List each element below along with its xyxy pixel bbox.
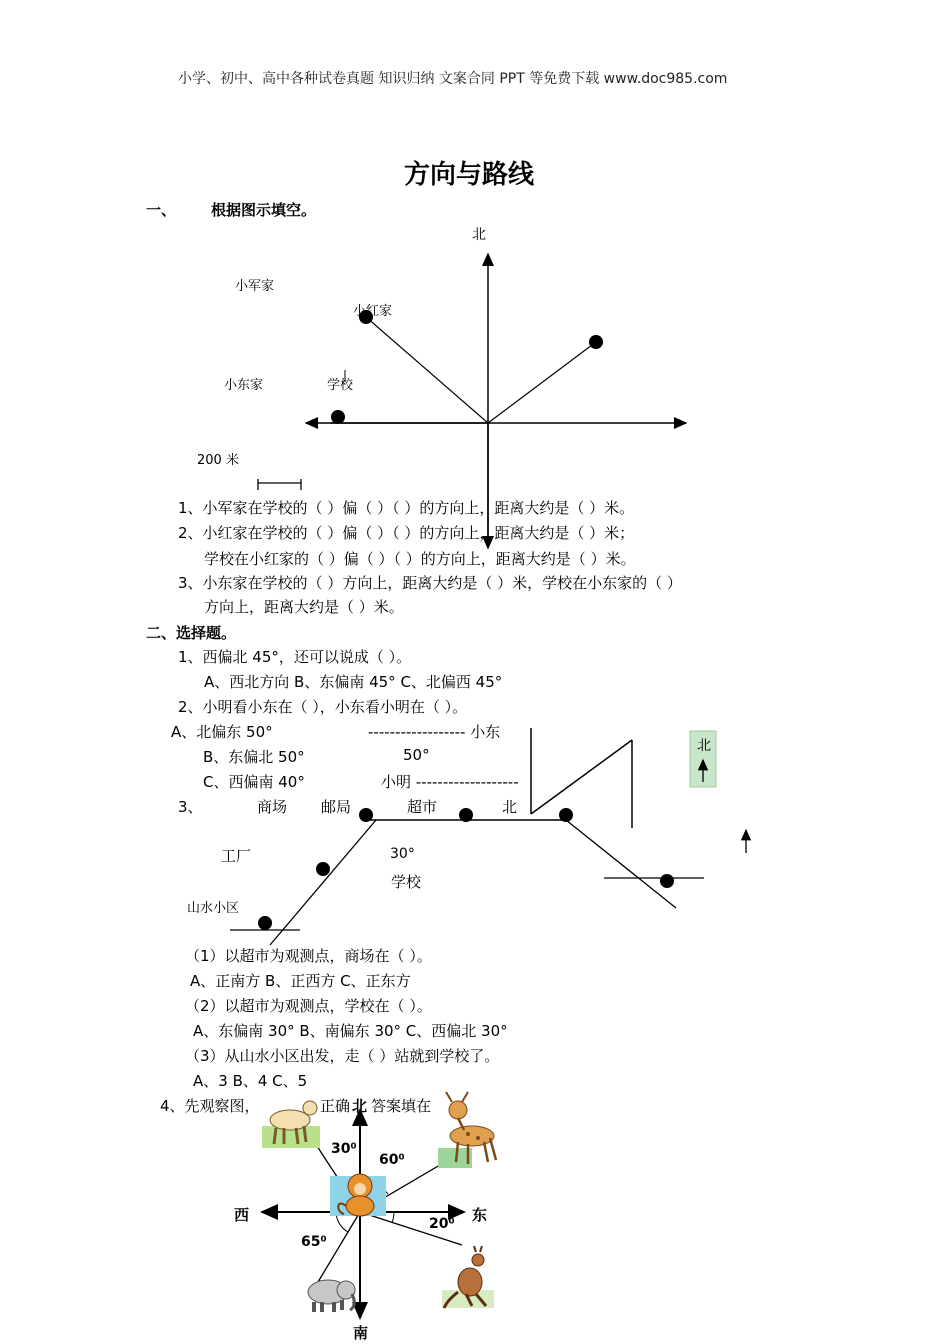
label-mall: 商场 <box>257 798 288 816</box>
dot-factory <box>316 862 330 876</box>
s2-q3-sub3: （3）从山水小区出发，走（ ）站就到学校了。 <box>185 1047 500 1065</box>
dot-post <box>559 808 573 822</box>
diagram1-north-label: 北 <box>472 227 486 243</box>
q4-west-label: 西 <box>234 1206 250 1224</box>
s2-q3-sub3-options: A、3 B、4 C、5 <box>193 1072 308 1090</box>
dot-ne <box>589 335 603 349</box>
north-box-label: 北 <box>697 738 711 754</box>
q3-road-left <box>270 820 376 945</box>
label-school: 学校 <box>327 378 354 393</box>
q4-arc-20 <box>392 1212 394 1223</box>
s1-question-2: 2、小红家在学校的（ ）偏（ ）（ ）的方向上，距离大约是（ ）米； <box>178 524 635 542</box>
section1-number: 一、 <box>146 201 177 219</box>
s2-q3-sub2: （2）以超市为观测点，学校在（ ）。 <box>185 997 432 1015</box>
elephant-icon <box>302 1274 358 1314</box>
s2-q4-stem-b: 正确 <box>320 1097 351 1115</box>
q4-north-label: 北 <box>352 1097 368 1115</box>
label-post: 邮局 <box>321 798 352 816</box>
s1-question-3: 3、小东家在学校的（ ）方向上，距离大约是（ ）米，学校在小东家的（ ） <box>178 574 682 592</box>
s2-q2-line2: 小明 ------------------- <box>381 773 519 791</box>
s1-question-1: 1、小军家在学校的（ ）偏（ ）（ ）的方向上，距离大约是（ ）米。 <box>178 499 635 517</box>
label-market: 超市 <box>407 798 438 816</box>
label-xiaodong: 小东家 <box>224 378 264 393</box>
dot-mall <box>359 808 373 822</box>
label-scale: 200 米 <box>197 453 239 468</box>
s2-q4-stem-a: 4、先观察图， <box>160 1097 260 1115</box>
s2-q3-num: 3、 <box>178 798 203 816</box>
label-xiaojun: 小军家 <box>235 279 275 294</box>
label-q3-north: 北 <box>502 798 518 816</box>
label-community: 山水小区 <box>187 901 240 916</box>
label-q3-school: 学校 <box>391 873 422 891</box>
q4-angle-20: 20⁰ <box>429 1216 455 1232</box>
q2-line-b <box>531 740 632 814</box>
s2-q2-stem: 2、小明看小东在（ ），小东看小明在（ ）。 <box>178 698 468 716</box>
q3-road-right <box>566 820 676 908</box>
section2-heading: 二、选择题。 <box>146 624 237 642</box>
section1-heading: 根据图示填空。 <box>211 201 317 219</box>
monkey-icon <box>330 1168 388 1218</box>
s2-q4-stem-c: 答案填在 <box>371 1097 432 1115</box>
s2-q2-option-b: B、东偏北 50° <box>203 748 305 766</box>
label-factory: 工厂 <box>221 847 252 865</box>
s2-q3-sub2-options: A、东偏南 30° B、南偏东 30° C、西偏北 30° <box>193 1022 508 1040</box>
page-title: 方向与路线 <box>404 160 535 190</box>
label-q3-angle: 30° <box>390 846 415 862</box>
lamb-icon <box>262 1090 322 1150</box>
q4-angle-60: 60⁰ <box>379 1152 405 1168</box>
q4-angle-30: 30⁰ <box>331 1141 357 1157</box>
dot-community <box>258 916 272 930</box>
scale-bar <box>258 479 301 490</box>
kangaroo-icon <box>442 1246 496 1310</box>
deer-icon <box>438 1090 502 1170</box>
s2-q2-option-a: A、北偏东 50° <box>171 723 273 741</box>
q4-angle-65: 65⁰ <box>301 1234 327 1250</box>
s2-q2-line1: ------------------ 小东 <box>368 723 501 741</box>
dot-market <box>459 808 473 822</box>
q4-east-label: 东 <box>472 1206 488 1224</box>
s2-q3-sub1: （1）以超市为观测点，商场在（ ）。 <box>185 947 432 965</box>
s2-q3-sub1-options: A、正南方 B、正西方 C、正东方 <box>190 972 411 990</box>
s1-question-2b: 学校在小红家的（ ）偏（ ）（ ）的方向上，距离大约是（ ）米。 <box>204 550 636 568</box>
page-header: 小学、初中、高中各种试卷真题 知识归纳 文案合同 PPT 等免费下载 www.doc985.com <box>178 71 728 87</box>
s2-q1-stem: 1、西偏北 45°，还可以说成（ ）。 <box>178 648 412 666</box>
line-xiaohong <box>366 317 488 423</box>
s2-q2-option-c: C、西偏南 40° <box>203 773 305 791</box>
s2-q2-angle: 50° <box>403 746 430 764</box>
dot-xiaodong <box>331 410 345 424</box>
label-xiaohong: 小红家 <box>353 304 393 319</box>
q4-south-label: 南 <box>353 1324 369 1342</box>
line-ne <box>488 342 596 423</box>
dot-school <box>660 874 674 888</box>
s1-question-3b: 方向上，距离大约是（ ）米。 <box>204 598 404 616</box>
s2-q1-options: A、西北方向 B、东偏南 45° C、北偏西 45° <box>204 673 503 691</box>
